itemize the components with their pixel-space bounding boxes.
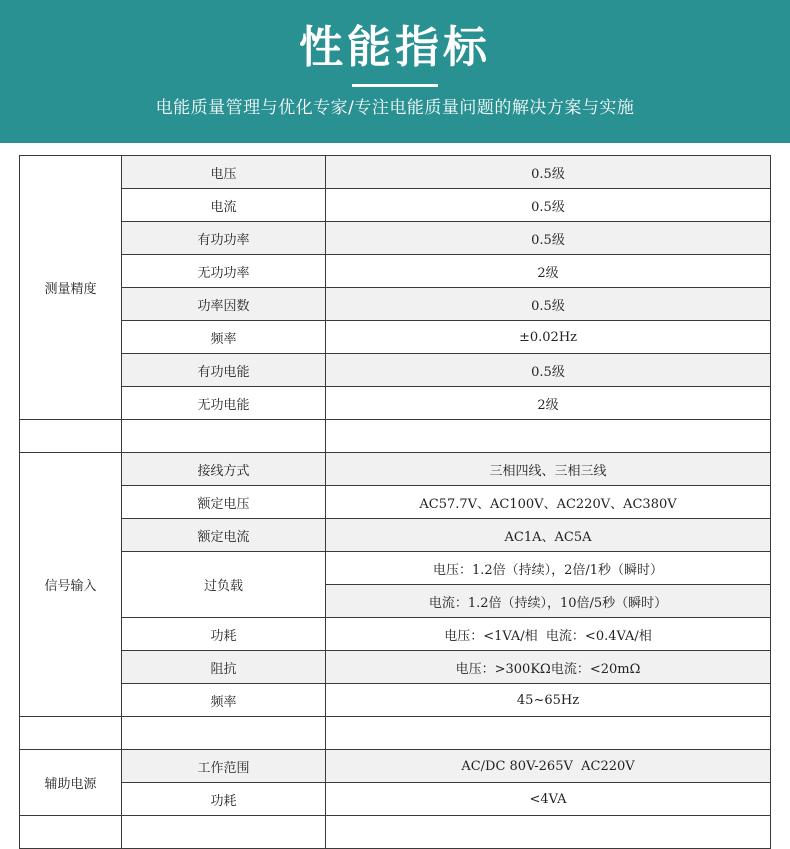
item-cell: 额定电流 xyxy=(122,519,326,552)
value-cell: 2级 xyxy=(326,255,771,288)
value-cell: <4VA xyxy=(326,783,771,816)
item-cell: 功率因数 xyxy=(122,288,326,321)
table-row xyxy=(20,552,771,585)
table-row xyxy=(20,189,771,222)
table-row xyxy=(20,255,771,288)
item-cell: 频率 xyxy=(122,321,326,354)
item-cell: 工作范围 xyxy=(122,750,326,783)
empty-cell xyxy=(326,420,771,453)
value-cell: 电压：>300KΩ电流：<20mΩ xyxy=(326,651,771,684)
spacer-row xyxy=(20,717,771,750)
item-cell: 无功功率 xyxy=(122,255,326,288)
table-row xyxy=(20,453,771,486)
page-subtitle: 电能质量管理与优化专家/专注电能质量问题的解决方案与实施 xyxy=(155,98,635,118)
empty-cell xyxy=(122,816,326,849)
table-row xyxy=(20,651,771,684)
category-signal: 信号输入 xyxy=(20,453,122,717)
item-cell: 电压 xyxy=(122,156,326,189)
value-cell: 0.5级 xyxy=(326,189,771,222)
item-cell: 接线方式 xyxy=(122,453,326,486)
title-underline xyxy=(352,84,438,87)
spacer-row xyxy=(20,420,771,453)
empty-cell xyxy=(326,717,771,750)
table-row xyxy=(20,156,771,189)
spacer-row xyxy=(20,816,771,849)
value-cell: 0.5级 xyxy=(326,288,771,321)
value-cell: 电压：1.2倍（持续），2倍/1秒（瞬时） xyxy=(326,552,771,585)
item-cell: 额定电压 xyxy=(122,486,326,519)
table-row xyxy=(20,783,771,816)
value-cell: 2级 xyxy=(326,387,771,420)
table-row xyxy=(20,684,771,717)
empty-cell xyxy=(122,717,326,750)
value-cell: 电压：<1VA/相 电流：<0.4VA/相 xyxy=(326,618,771,651)
category-measurement: 测量精度 xyxy=(20,156,122,420)
item-cell: 阻抗 xyxy=(122,651,326,684)
table-row xyxy=(20,618,771,651)
header-banner xyxy=(0,0,790,143)
table-row xyxy=(20,387,771,420)
value-cell: AC/DC 80V-265V AC220V xyxy=(326,750,771,783)
value-cell: 0.5级 xyxy=(326,156,771,189)
table-row xyxy=(20,321,771,354)
value-cell: 45~65Hz xyxy=(326,684,771,717)
table-row xyxy=(20,288,771,321)
item-cell: 无功电能 xyxy=(122,387,326,420)
table-row xyxy=(20,519,771,552)
item-cell: 有功电能 xyxy=(122,354,326,387)
item-cell: 功耗 xyxy=(122,783,326,816)
page-title: 性能指标 xyxy=(299,22,491,73)
item-cell: 有功功率 xyxy=(122,222,326,255)
table-row xyxy=(20,222,771,255)
value-cell: 0.5级 xyxy=(326,222,771,255)
item-cell: 电流 xyxy=(122,189,326,222)
spec-table xyxy=(19,155,771,849)
item-cell: 功耗 xyxy=(122,618,326,651)
item-cell: 频率 xyxy=(122,684,326,717)
empty-cell xyxy=(122,420,326,453)
value-cell: 电流：1.2倍（持续），10倍/5秒（瞬时） xyxy=(326,585,771,618)
value-cell: ±0.02Hz xyxy=(326,321,771,354)
table-row xyxy=(20,354,771,387)
empty-cell xyxy=(326,816,771,849)
table-row xyxy=(20,750,771,783)
item-cell: 过负载 xyxy=(122,552,326,618)
value-cell: AC57.7V、AC100V、AC220V、AC380V xyxy=(326,486,771,519)
value-cell: 三相四线、三相三线 xyxy=(326,453,771,486)
empty-cell xyxy=(20,717,122,750)
value-cell: AC1A、AC5A xyxy=(326,519,771,552)
table-row xyxy=(20,486,771,519)
empty-cell xyxy=(20,816,122,849)
category-aux-power: 辅助电源 xyxy=(20,750,122,816)
empty-cell xyxy=(20,420,122,453)
value-cell: 0.5级 xyxy=(326,354,771,387)
